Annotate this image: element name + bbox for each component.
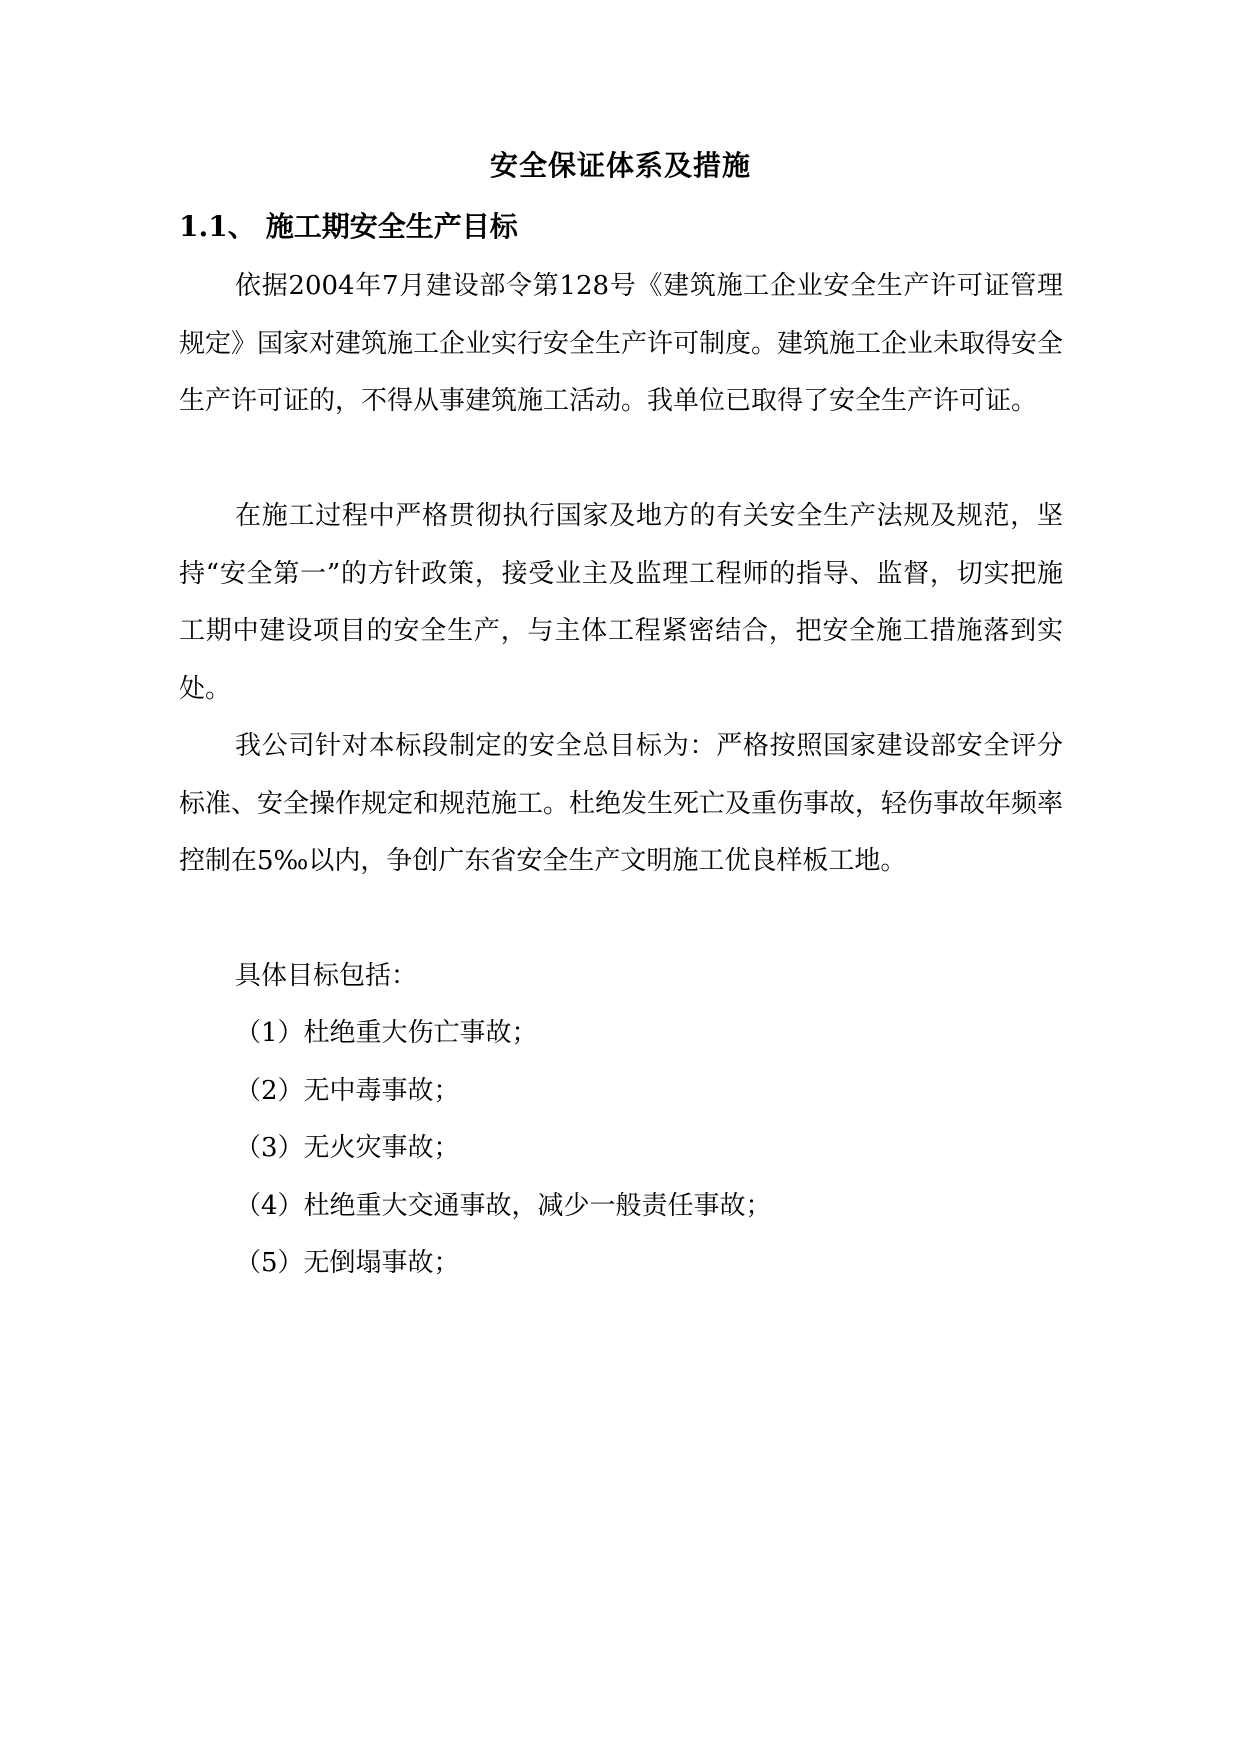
section-heading [179, 207, 518, 247]
section-title: 施工期安全生产目标 [265, 210, 518, 243]
section-number: 1.1、 [179, 210, 256, 243]
goal-item: （1）杜绝重大伤亡事故； [235, 1018, 538, 1048]
paragraph-overall-goal: 我公司针对本标段制定的安全总目标为：严格按照国家建设部安全评分标准、安全操作规定和规范施工。杜绝发生死亡及重伤事故，轻伤事故年频率控制在5‰以内，争创广东省安全生产文明施工优良样板工地。 [179, 731, 1064, 876]
goal-item: （4）杜绝重大交通事故，减少一般责任事故； [235, 1190, 772, 1221]
document-title: 安全保证体系及措施 [489, 149, 751, 182]
targets-intro: 具体目标包括： [235, 961, 418, 991]
goal-item: （3）无火灾事故； [235, 1133, 460, 1163]
goal-list [235, 1005, 772, 1293]
goal-item: （2）无中毒事故； [235, 1075, 460, 1106]
paragraph-permit: 依据2004年7月建设部令第128号《建筑施工企业安全生产许可证管理规定》国家对建筑施工企业实行安全生产许可制度。建筑施工企业未取得安全生产许可证的，不得从事建筑施工活动。我单位已取得了安全生产许可证。 [179, 271, 1064, 416]
goal-item: （5）无倒塌事故； [235, 1248, 460, 1278]
paragraph-regulations: 在施工过程中严格贯彻执行国家及地方的有关安全生产法规及规范，坚持“安全第一”的方针政策，接受业主及监理工程师的指导、监督，切实把施工期中建设项目的安全生产，与主体工程紧密结合，把安全施工措施落到实处。 [179, 501, 1063, 704]
